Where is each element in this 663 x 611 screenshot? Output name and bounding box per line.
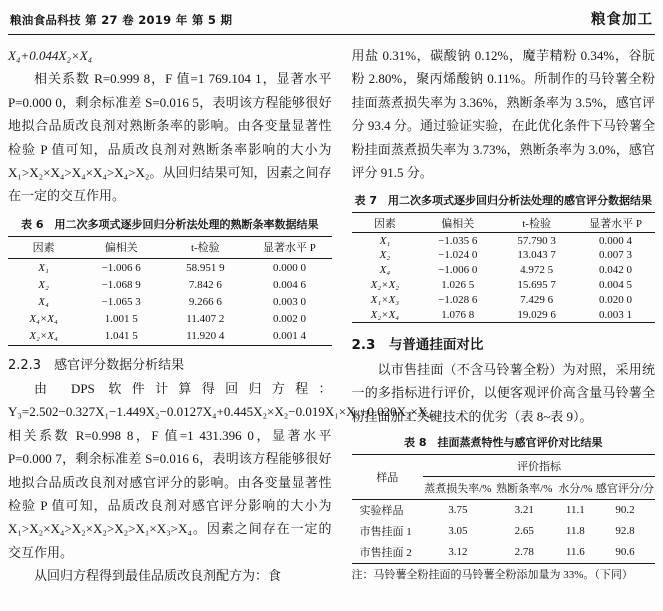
table-row bbox=[352, 278, 656, 293]
body-paragraph: 由 DPS 软件计算得回归方程：Y₃=2.502−0.327X₁−1.449X₂−0.0127X₄+0.445X₂×X₂−0.019X₁×X₃+0.020X₂×X₄。相关系数 R=0.998 8，F 值=1 431.396 0，显著水平 P=0.000 7，剩余标准差 S=0.016 6，表明该方程能够很好地拟合品质改良剂对感官评分的影响。由各变量显著性检验 P 值可知，品质改良剂对感官评分影响的大小为 X₁>X₂×X₄>X₂×X₂>X₂>X₁×X₃>X₄。因素之间存在一定的交互作用。 bbox=[8, 380, 445, 560]
table-cell: X₄ bbox=[38, 296, 49, 308]
table-cell: X₂ bbox=[379, 249, 391, 262]
table-cell: 0.003 1 bbox=[599, 308, 633, 321]
body-paragraph: 用盐 0.31%，碳酸钠 0.12%，魔芋精粉 0.34%，谷朊粉 2.80%，聚丙烯酸钠 0.11%。所制作的马铃薯全粉挂面蒸煮损失率为 3.36%，熟断条率为 3.5%，感官评分 93.4 分。通过验证实验，在此优化条件下马铃薯全粉挂面蒸煮损失率为 3.73%，熟断条率为 3.0%，感官评分 91.5 分。 bbox=[351, 48, 655, 181]
table-cell: −1.035 6 bbox=[438, 234, 478, 247]
table-cell: 58.951 9 bbox=[186, 261, 225, 274]
table8 bbox=[352, 454, 656, 564]
table-row bbox=[352, 248, 656, 263]
table-cell: 0.007 3 bbox=[599, 249, 633, 262]
table-cell: 0.002 0 bbox=[272, 313, 306, 326]
table-cell: 0.000 4 bbox=[599, 234, 633, 247]
right-column bbox=[352, 44, 656, 588]
table-cell: 0.000 0 bbox=[272, 261, 306, 274]
table-cell: 92.8 bbox=[615, 525, 635, 538]
table-cell: 15.695 7 bbox=[517, 278, 556, 291]
section-heading-2-3: 2.3 与普通挂面对比 bbox=[351, 336, 484, 353]
table-cell: 11.1 bbox=[565, 504, 585, 517]
table-cell: 0.004 5 bbox=[599, 278, 633, 291]
table-cell: X₂ bbox=[38, 278, 49, 291]
table-cell: 90.6 bbox=[615, 546, 635, 559]
table-header-cell: 偏相关 bbox=[441, 217, 475, 230]
table-cell: 7.842 6 bbox=[188, 278, 222, 291]
table-header-cell: 偏相关 bbox=[104, 242, 138, 255]
table-header-cell: 显著水平 P bbox=[589, 217, 642, 230]
running-head bbox=[8, 6, 655, 29]
table-cell: 57.790 3 bbox=[517, 234, 556, 247]
table-row bbox=[8, 259, 332, 277]
two-column-body bbox=[8, 44, 655, 588]
table-header-cell: t-检验 bbox=[522, 217, 551, 230]
body-paragraph: 从回归方程得到最佳品质改良剂配方为：食 bbox=[34, 568, 282, 584]
table-row bbox=[352, 521, 656, 542]
table-cell: 1.026 5 bbox=[441, 278, 475, 291]
table-cell: −1.006 6 bbox=[101, 261, 141, 274]
table-header-cell: 显著水平 P bbox=[263, 242, 316, 255]
table-cell: X₄ bbox=[379, 264, 391, 277]
table-cell: 3.21 bbox=[514, 504, 534, 517]
table-cell: 13.043 7 bbox=[517, 249, 556, 262]
table-cell: 90.2 bbox=[615, 504, 635, 517]
table-row bbox=[352, 542, 656, 564]
table-cell: 4.972 5 bbox=[520, 264, 554, 277]
table-cell: 市售挂面 1 bbox=[359, 526, 412, 539]
table-cell: −1.024 0 bbox=[438, 249, 478, 262]
table-header-cell: 蒸煮损失率/% bbox=[424, 482, 492, 495]
table-cell: X₂×X₄ bbox=[29, 330, 58, 343]
table-cell: 1.001 5 bbox=[104, 313, 138, 326]
table-cell: 0.004 6 bbox=[272, 278, 306, 291]
table-group-header: 评价指标 bbox=[423, 455, 655, 477]
table8-caption: 表 8 挂面蒸煮特性与感官评价对比结果 bbox=[404, 436, 603, 450]
table-cell: X₂×X₄ bbox=[370, 308, 400, 321]
table-cell: 市售挂面 2 bbox=[359, 547, 412, 560]
table-cell: 11.920 4 bbox=[186, 330, 225, 343]
table-cell: 3.75 bbox=[448, 504, 468, 517]
table-cell: 3.05 bbox=[448, 525, 468, 538]
table-header-cell: 水分/% bbox=[558, 482, 593, 495]
table-cell: 11.407 2 bbox=[186, 313, 225, 326]
table-row bbox=[352, 499, 656, 521]
table-header-cell: 样品 bbox=[376, 471, 399, 484]
table-header-row bbox=[352, 213, 656, 233]
table-header-cell: 熟断条率/% bbox=[496, 482, 553, 495]
table-cell: 9.266 6 bbox=[188, 296, 222, 308]
equation-tail: X₄+0.044X₂×X₄ bbox=[8, 48, 93, 63]
table6-caption: 表 6 用二次多项式逐步回归分析法处理的熟断条率数据结果 bbox=[21, 217, 319, 231]
table-header-cell: t-检验 bbox=[190, 242, 220, 255]
table-cell: 7.429 6 bbox=[520, 293, 554, 306]
table-row bbox=[352, 263, 656, 278]
table-header-cell: 感官评分/分 bbox=[595, 482, 654, 495]
table-cell: 11.8 bbox=[565, 525, 585, 538]
table-row bbox=[352, 292, 656, 307]
table-cell: X₂×X₂ bbox=[370, 278, 400, 291]
table-cell: −1.068 9 bbox=[101, 278, 141, 291]
table-row bbox=[352, 233, 656, 248]
table8-note: 注：马铃薯全粉挂面的马铃薯全粉添加量为 33%。（下同） bbox=[351, 569, 633, 582]
table-cell: −1.028 6 bbox=[438, 293, 478, 306]
table-cell: 11.6 bbox=[565, 546, 585, 559]
table-cell: X₄×X₄ bbox=[29, 313, 58, 326]
table-cell: 1.041 5 bbox=[104, 330, 138, 343]
table-header-row bbox=[8, 236, 332, 258]
table6 bbox=[8, 236, 332, 346]
table-cell: −1.006 0 bbox=[438, 264, 478, 277]
header-rule bbox=[8, 34, 655, 35]
table-cell: X₁ bbox=[38, 261, 49, 274]
table-cell: 19.029 6 bbox=[517, 308, 556, 321]
table-cell: 0.001 4 bbox=[272, 330, 306, 343]
table7 bbox=[352, 212, 656, 322]
table-row bbox=[352, 307, 656, 322]
table-row bbox=[8, 328, 332, 346]
table-row bbox=[8, 276, 332, 293]
table-cell: 2.78 bbox=[514, 546, 534, 559]
table-cell: 实验样品 bbox=[359, 505, 404, 518]
table-header-row bbox=[352, 455, 656, 477]
table7-caption: 表 7 用二次多项式逐步回归分析法处理的感官评分数据结果 bbox=[354, 194, 652, 208]
table-cell: X₁×X₃ bbox=[370, 293, 400, 306]
table-header-cell: 因素 bbox=[373, 217, 396, 230]
journal-title: 粮油食品科技 第 27 卷 2019 年 第 5 期 bbox=[10, 13, 233, 27]
table-header-cell: 因素 bbox=[32, 242, 55, 255]
table-row bbox=[8, 293, 332, 310]
table-cell: −1.065 3 bbox=[101, 296, 141, 308]
table-cell: X₁ bbox=[379, 234, 391, 247]
section-heading-2-2-3: 2.2.3 感官评分数据分析结果 bbox=[8, 357, 185, 373]
table-cell: 0.042 0 bbox=[599, 264, 633, 277]
table-cell: 1.076 8 bbox=[441, 308, 475, 321]
table-cell: 0.003 0 bbox=[272, 296, 306, 308]
section-label: 粮食加工 bbox=[591, 12, 653, 28]
table-cell: 3.12 bbox=[448, 546, 468, 559]
table-row bbox=[8, 311, 332, 328]
body-paragraph: 相关系数 R=0.999 8，F 值=1 769.104 1，显著水平 P=0.000 0，剩余标准差 S=0.016 5，表明该方程能够很好地拟合品质改良剂对熟断条率的影响。由各变量显著性检验 P 值可知，品质改良剂对熟断条率影响的大小为 X₁>X₂×X₄>X₄×X₄>X₄>X₂。从回归结果可知，因素之间存在一定的交互作用。 bbox=[8, 71, 332, 204]
table-cell: 2.65 bbox=[514, 525, 534, 538]
table-cell: 0.020 0 bbox=[599, 293, 633, 306]
body-paragraph: 以市售挂面（不含马铃薯全粉）为对照，采用统一的多指标进行评价，以便客观评价高含量马铃薯全粉挂面加工关键技术的优劣（表 8~表 9）。 bbox=[351, 361, 655, 424]
